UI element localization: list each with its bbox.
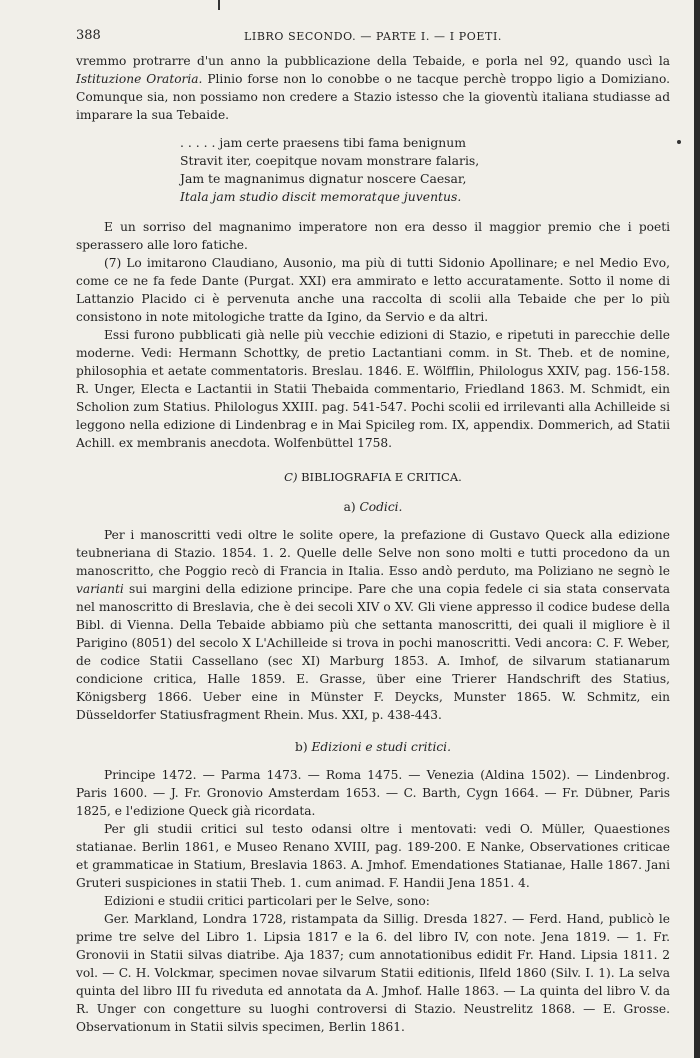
paragraph: Essi furono pubblicati già nelle più vecchie edizioni di Stazio, e ripetuti in parecchie delle moderne. Vedi: Hermann Schottky, de pretio Lactantiani comm. in St. Theb. et de nomine, philosophia et aetate commentatoris. Breslau. 1846. E. Wölfflin, Philologus XXIV, pag. 156-158. R. Unger, Electa e Lactantii in Statii Thebaida commentario, Friedland 1863. M. Schmidt, ein Scholion zum Statius. Philologus XXIII. pag. 541-547. Pochi scolii ed irrilevanti alla Achilleide si leggono nella edizione di Lindenbrag e in Mai Spicileg rom. IX, appendix. Dommerich, ad Statii Achill. ex membranis anecdota. Wolfenbüttel 1758. — [76, 328, 670, 450]
text-run: Plinio forse non lo conobbe o ne tacque perchè troppo ligio a Domiziano. Comunque sia, non possiamo non credere a Stazio istesso che la gioventù italiana studiasse ad imparare la sua Tebaide. — [76, 72, 670, 122]
subsection-heading — [76, 498, 670, 516]
page-header — [76, 28, 670, 46]
subsection-heading — [76, 738, 670, 756]
latin-quotation — [180, 134, 670, 206]
section-title: BIBLIOGRAFIA E CRITICA. — [301, 470, 462, 484]
paragraph: Per gli studii critici sul testo odansi oltre i mentovati: vedi O. Müller, Quaestiones statianae. Berlin 1861, e Museo Renano XVIII, pag. 189-200. E Nanke, Observationes criticae et grammaticae in Statium, Breslavia 1863. A. Jmhof. Emendationes Statianae, Halle 1867. Jani Gruteri suspiciones in statii Theb. 1. cum animad. F. Handii Jena 1851. 4. — [76, 822, 670, 890]
italic-title: Istituzione Oratoria. — [76, 72, 203, 86]
section-heading — [76, 468, 670, 486]
paragraph: E un sorriso del magnanimo imperatore non era desso il maggior premio che i poeti sperassero alle loro fatiche. — [76, 220, 670, 252]
verse-line: Stravit iter, coepitque novam monstrare falaris, — [180, 153, 480, 168]
paragraph: Ger. Markland, Londra 1728, ristampata da Sillig. Dresda 1827. — Ferd. Hand, publicò le prime tre selve del Libro 1. Lipsia 1817 e la 6. del libro IV, con note. Jena 1819. — 1. Fr. Gronovii in Statii silvas diatribe. Aja 1837; cum annotationibus edidit Fr. Hand. Lipsia 1811. 2 vol. — C. H. Volckmar, specimen novae silvarum Statii editionis, Ilfeld 1860 (Silv. I. 1). La selva quinta del libro III fu riveduta ed annotata da A. Jmhof. Halle 1863. — La quinta del libro V. da R. Unger con congetture su luoghi controversi di Stazio. Neustrelitz 1868. — E. Grosse. Observationum in Statii silvis specimen, Berlin 1861. — [76, 912, 670, 1034]
running-title: LIBRO SECONDO. — PARTE I. — I POETI. — [243, 30, 503, 43]
ink-spot — [677, 140, 681, 144]
italic-word: varianti — [76, 582, 124, 596]
subsection-label: b) — [295, 740, 308, 754]
text-run: sui margini della edizione principe. Pare che una copia fedele ci sia stata conservata nel manoscritto di Breslavia, che è dei secoli XIV o XV. Gli viene appresso il codice budese della Bibl. di Vienna. Della Tebaide abbiamo più che settanta manoscritti, dei quali il migliore è il Parigino (8051) del secolo X L'Achilleide si trova in pochi manoscritti. Vedi ancora: C. F. Weber, de codice Statii Cassellano (sec XI) Marburg 1853. A. Imhof, de silvarum statianarum condicione critica, Halle 1859. E. Grasse, über eine Trierer Handschrift des Statius, Königsberg 1866. Ueber eine in Münster F. Deycks, Munster 1865. W. Schmitz, ein Düsseldorfer Statiusfragment Rhein. Mus. XXI, p. 438-443. — [76, 582, 670, 722]
page-body — [76, 52, 670, 1036]
subsection-title: Edizioni e studi critici. — [311, 740, 451, 754]
verse-line: . . . . . jam certe praesens tibi fama benignum — [180, 135, 466, 150]
subsection-title: Codici. — [359, 500, 403, 514]
verse-line: Itala jam studio discit memoratque juventus. — [180, 189, 462, 204]
paragraph: Edizioni e studii critici particolari per le Selve, sono: — [104, 894, 430, 908]
text-run: Per i manoscritti vedi oltre le solite opere, la prefazione di Gustavo Queck alla edizione teubneriana di Stazio. 1854. 1. 2. Quelle delle Selve non sono molti e tutti procedono da un manoscritto, che Poggio recò di Francia in Italia. Esso andò perduto, ma Poliziano ne segnò le — [76, 528, 670, 578]
subsection-label: a) — [343, 500, 356, 514]
text-run: vremmo protrarre d'un anno la pubblicazione della Tebaide, e porla nel 92, quando uscì la — [76, 54, 670, 68]
paragraph — [76, 526, 670, 724]
top-mark — [218, 0, 220, 10]
page-edge-shadow — [694, 0, 700, 1058]
footnote-paragraph: (7) Lo imitarono Claudiano, Ausonio, ma più di tutti Sidonio Apollinare; e nel Medio Evo, come ce ne fa fede Dante (Purgat. XXI) era ammirato e letto accuratamente. Sotto il nome di Lattanzio Placido ci è pervenuta anche una raccolta di scolii alla Tebaide che per lo più consistono in note mitologiche tratte da Igino, da Servio e da altri. — [76, 256, 670, 324]
page-number: 388 — [76, 28, 101, 43]
section-letter: C) — [284, 470, 298, 484]
verse-line: Jam te magnanimus dignatur noscere Caesar, — [180, 171, 467, 186]
paragraph-continuation — [76, 52, 670, 124]
paragraph: Principe 1472. — Parma 1473. — Roma 1475. — Venezia (Aldina 1502). — Lindenbrog. Paris 1600. — J. Fr. Gronovio Amsterdam 1653. — C. Barth, Cygn 1664. — Fr. Dübner, Paris 1825, e l'edizione Queck già ricordata. — [76, 768, 670, 818]
